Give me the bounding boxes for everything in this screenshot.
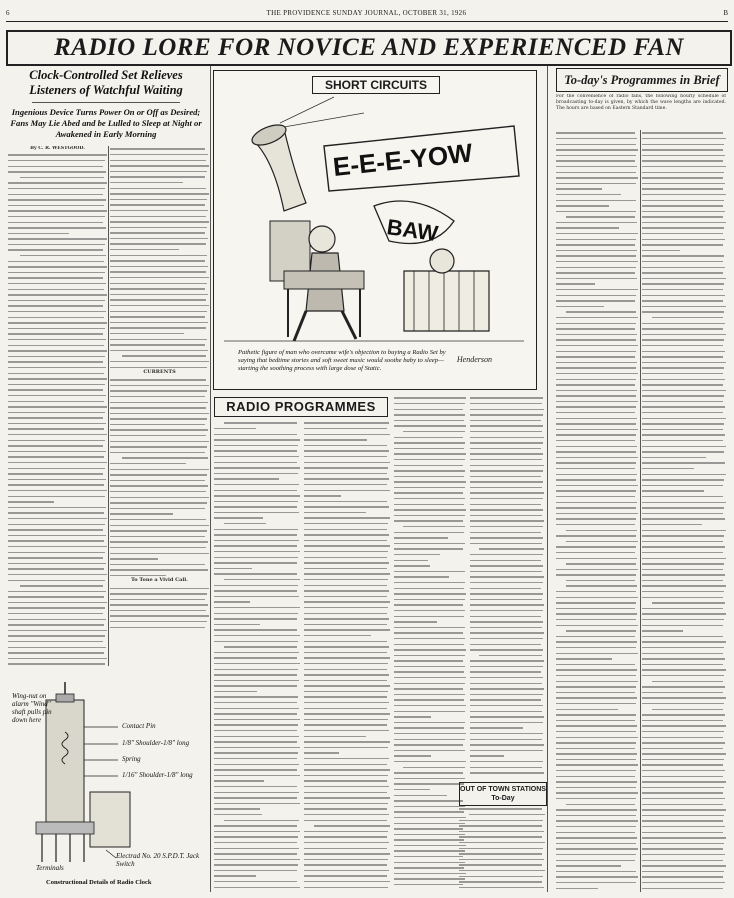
programmes-column-2-text [304, 420, 390, 890]
byline: By C. R. WESTGOOD. [30, 146, 85, 151]
cartoon-drawing [214, 71, 534, 387]
column-2-text-c [110, 585, 209, 630]
currents-subhead: CURRENTS [143, 368, 176, 375]
text-line [214, 884, 300, 890]
diagram-label-switch: Electrad No. 20 S.P.D.T. Jack Switch [116, 852, 200, 868]
radio-programmes-heading: RADIO PROGRAMMES [214, 397, 388, 417]
todays-column-1-text [556, 130, 638, 891]
todays-column-1 [556, 130, 638, 892]
diagram-label-shoulder-2: 1/16" Shoulder-1/8" long [122, 771, 193, 779]
diagram-label-contact-pin: Contact Pin [122, 722, 156, 730]
programmes-column-4-text [470, 395, 544, 775]
todays-divider [640, 130, 641, 892]
text-line [556, 885, 598, 891]
page-banner: RADIO LORE FOR NOVICE AND EXPERIENCED FAN [6, 30, 732, 66]
diagram-label-spring: Spring [122, 755, 141, 763]
programmes-column-2 [304, 420, 390, 892]
diagram-label-wing-nut: Wing-nut on alarm "Wind" shaft pulls pin down here [12, 692, 52, 724]
cartoon-sound-baw: BAW [385, 214, 440, 247]
diagram-label-shoulder-1: 1/8" Shoulder-1/8" long [122, 739, 190, 747]
programmes-column-3 [394, 395, 466, 892]
column-1-text [8, 152, 107, 666]
left-article [8, 68, 204, 140]
cartoon-artist: Henderson [456, 355, 492, 364]
out-of-town-heading: OUT OF TOWN STATIONS To-Day [459, 782, 547, 806]
article-column-2 [110, 146, 209, 666]
text-line [394, 882, 463, 888]
programmes-column-3-text [394, 395, 466, 887]
text-line [642, 885, 723, 891]
masthead-rule [6, 21, 728, 22]
todays-programmes-intro: For the convenience of radio fans, the following hourly schedule of broadcasting to-day is given, by which the wave lengths are indicated. The hours are based on Eastern Standard time. [556, 94, 726, 111]
programmes-column-1 [214, 420, 300, 892]
programmes-column-1-text [214, 420, 300, 890]
article-headline: Clock-Controlled Set Relieves Listeners of Watchful Waiting [29, 68, 183, 97]
diagram-caption: Constructional Details of Radio Clock [46, 879, 152, 886]
column-divider [108, 146, 109, 666]
text-line [470, 770, 544, 776]
text-line [304, 884, 388, 890]
column-2-text-a [110, 146, 209, 370]
page-number: 6 [6, 9, 10, 17]
short-circuits-cartoon [213, 70, 537, 390]
radio-clock-diagram [6, 672, 211, 890]
out-of-town-list-text [459, 806, 545, 890]
masthead [6, 6, 728, 20]
masthead-title: THE PROVIDENCE SUNDAY JOURNAL, OCTOBER 31, 1926 [266, 9, 467, 17]
text-line [110, 624, 205, 630]
cartoon-caption: Pathetic figure of man who overcame wife's objection to buying a Radio Set by saying that bedtime stories and soft sweet music would soothe baby to sleep—starting the soothing process with large dose of Static. [238, 349, 446, 372]
cartoon-title: SHORT CIRCUITS [312, 76, 440, 94]
article-column-1 [8, 146, 107, 666]
column-2-text-b [110, 377, 209, 578]
text-line [110, 364, 207, 370]
out-of-town-list [459, 806, 545, 892]
cartoon-sound-yowl: E-E-E-YOW [331, 137, 474, 182]
tone-subhead: To Tone a Vivid Call. [131, 577, 188, 584]
diagram-label-terminals: Terminals [36, 864, 64, 872]
programmes-column-4 [470, 395, 544, 777]
text-line [110, 573, 166, 579]
section-divider-right [547, 66, 548, 892]
todays-column-2-text [642, 130, 726, 891]
text-line [8, 661, 105, 666]
article-subhead: Ingenious Device Turns Power On or Off as Desired; Fans May Lie Abed and be Lulled to Sleep at Night or Awakened in Early Morning [10, 107, 202, 139]
todays-programmes-heading: To-day's Programmes in Brief [556, 68, 728, 92]
todays-column-2 [642, 130, 726, 892]
headline-rule [32, 102, 180, 103]
text-line [459, 884, 544, 890]
section-letter: B [723, 9, 728, 17]
